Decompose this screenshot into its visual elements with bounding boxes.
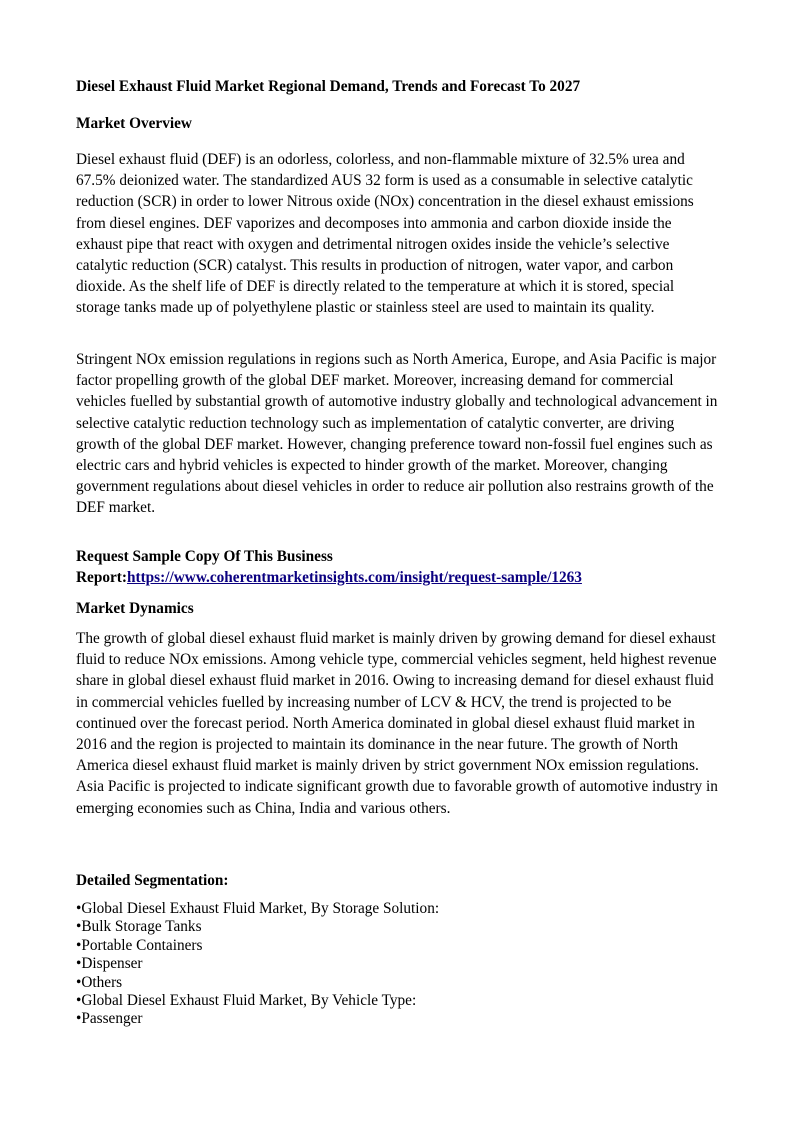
document-title: Diesel Exhaust Fluid Market Regional Demand, Trends and Forecast To 2027 — [76, 78, 581, 95]
list-item: •Global Diesel Exhaust Fluid Market, By Storage Solution: — [76, 900, 440, 917]
dynamics-paragraph: The growth of global diesel exhaust fluid market is mainly driven by growing demand for diesel exhaust fluid to reduce NOx emissions. Among vehicle type, commercial vehicles segment, held highest revenue share in global diesel exhaust fluid market in 2016. Owing to increasing demand for diesel exhaust fluid in commercial vehicles fuelled by increasing number of LCV & HCV, the trend is projected to be continued over the forecast period. North America dominated in global diesel exhaust fluid market in 2016 and the region is projected to maintain its dominance in the near future. The growth of North America diesel exhaust fluid market is mainly driven by strict government NOx emission regulations. Asia Pacific is projected to indicate significant growth due to favorable growth of automotive industry in emerging economies such as China, India and various others. — [76, 630, 718, 817]
overview-paragraph-1: Diesel exhaust fluid (DEF) is an odorless, colorless, and non-flammable mixture of 32.5% urea and 67.5% deionized water. The standardized AUS 32 form is used as a consumable in selective catalytic reduction (SCR) in order to lower Nitrous oxide (NOx) concentration in the diesel exhaust emissions from diesel engines. DEF vaporizes and decomposes into ammonia and carbon dioxide inside the exhaust pipe that react with oxygen and detrimental nitrogen oxides inside the vehicle’s selective catalytic reduction (SCR) catalyst. This results in production of nitrogen, water vapor, and carbon dioxide. As the shelf life of DEF is directly related to the temperature at which it is stored, special storage tanks made up of polyethylene plastic or stainless steel are used to maintain its quality. — [76, 151, 694, 317]
list-item: •Global Diesel Exhaust Fluid Market, By Vehicle Type: — [76, 992, 417, 1010]
overview-paragraph-2: Stringent NOx emission regulations in regions such as North America, Europe, and Asia Pacific is major factor propelling growth of the global DEF market. Moreover, increasing demand for commercial vehicles fuelled by substantial growth of automotive industry globally and technological advancement in selective catalytic reduction technology such as implementation of catalytic converter, are driving growth of the global DEF market. However, changing preference toward non-fossil fuel engines such as electric cars and hybrid vehicles is expected to hinder growth of the market. Moreover, changing government regulations about diesel vehicles in order to reduce air pollution also restrains growth of the DEF market. — [76, 351, 718, 517]
list-item: •Others — [76, 973, 123, 991]
request-sample-report-line — [76, 567, 721, 588]
list-item: •Passenger — [76, 1010, 143, 1028]
market-dynamics-heading: Market Dynamics — [76, 600, 194, 617]
segmentation-list — [76, 900, 721, 1029]
report-prefix: Report: — [76, 569, 127, 587]
detailed-segmentation-heading: Detailed Segmentation: — [76, 872, 229, 889]
list-item: •Portable Containers — [76, 936, 203, 954]
list-item: •Dispenser — [76, 955, 143, 973]
request-sample-heading — [76, 546, 721, 588]
request-sample-link[interactable]: https://www.coherentmarketinsights.com/insight/request-sample/1263 — [126, 569, 582, 587]
list-item: •Bulk Storage Tanks — [76, 918, 202, 936]
request-sample-line: Request Sample Copy Of This Business — [76, 548, 333, 565]
market-overview-heading: Market Overview — [76, 115, 192, 132]
